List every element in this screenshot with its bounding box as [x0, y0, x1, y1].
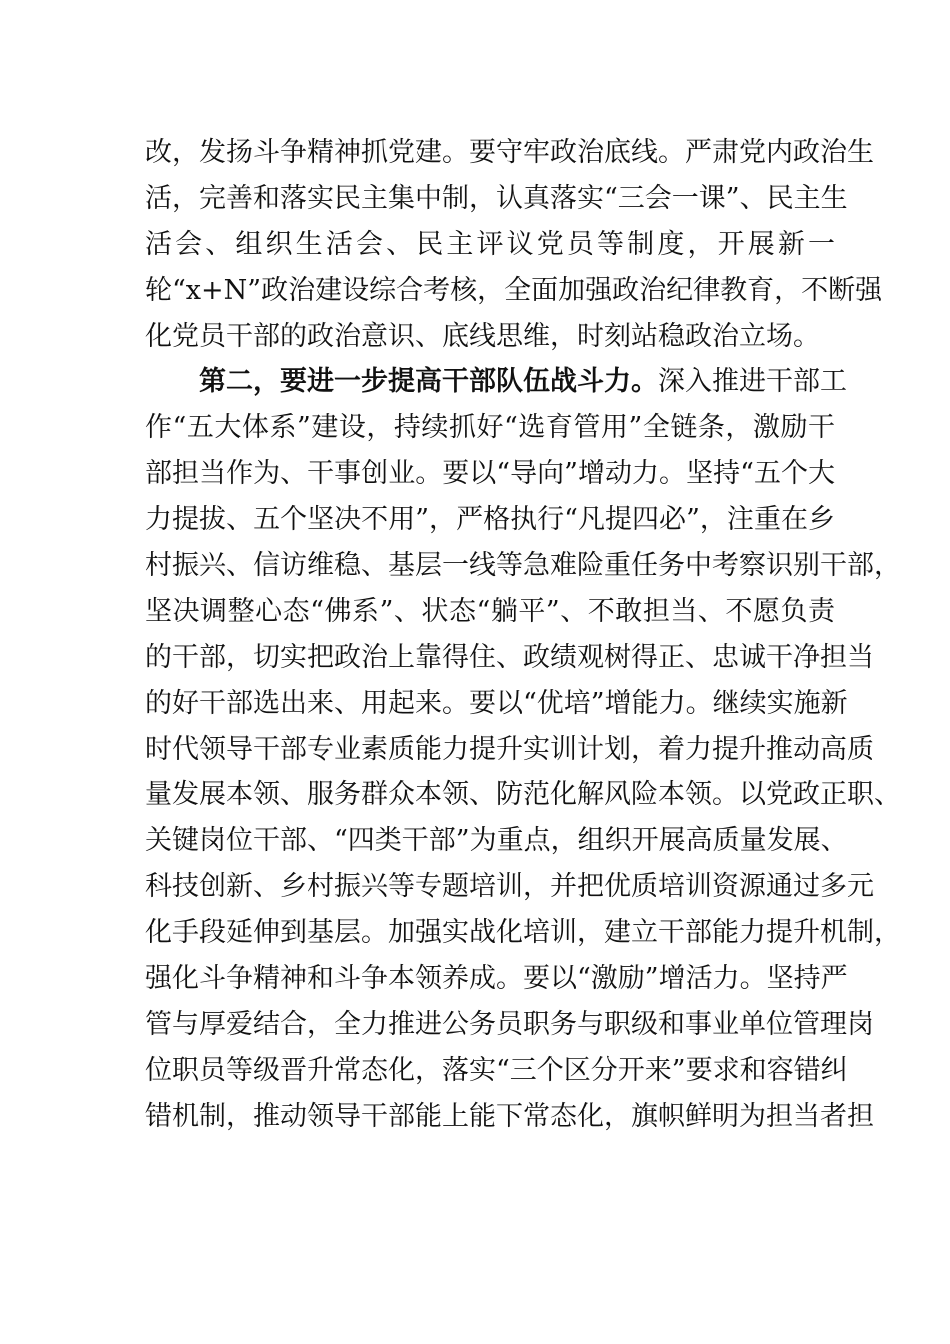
- paragraph-1-line-2: 活，完善和落实民主集中制，认真落实“三会一课”、民主生: [145, 182, 848, 214]
- paragraph-2-line-4: 力提拔、五个坚决不用”，严格执行“凡提四必”，注重在乡: [145, 504, 835, 536]
- paragraph-2-line-16: 位职员等级晋升常态化，落实“三个区分开来”要求和容错纠: [145, 1054, 848, 1086]
- paragraph-2-line-6: 坚决调整心态“佛系”、状态“躺平”、不敢担当、不愿负责: [145, 595, 835, 627]
- paragraph-2-line-3: 部担当作为、干事创业。要以“导向”增动力。坚持“五个大: [145, 458, 835, 490]
- paragraph-2-line-14: 强化斗争精神和斗争本领养成。要以“激励”增活力。坚持严: [145, 963, 848, 995]
- paragraph-1-line-4: 轮“x+N”政治建设综合考核，全面加强政治纪律教育，不断强: [145, 274, 883, 306]
- paragraph-2-line-17: 错机制，推动领导干部能上能下常态化，旗帜鲜明为担当者担: [145, 1100, 874, 1132]
- paragraph-2-line-1-rest: 深入推进干部工: [658, 366, 847, 398]
- paragraph-2-line-10: 量发展本领、服务群众本领、防范化解风险本领。以党政正职、: [145, 779, 901, 811]
- paragraph-1-line-5: 化党员干部的政治意识、底线思维，时刻站稳政治立场。: [145, 320, 820, 352]
- paragraph-1-line-1: 改，发扬斗争精神抓党建。要守牢政治底线。严肃党内政治生: [145, 137, 874, 168]
- paragraph-2-line-11: 关键岗位干部、“四类干部”为重点，组织开展高质量发展、: [145, 825, 848, 857]
- paragraph-2-line-9: 时代领导干部专业素质能力提升实训计划，着力提升推动高质: [145, 733, 874, 765]
- paragraph-2-line-15: 管与厚爱结合，全力推进公务员职务与职级和事业单位管理岗: [145, 1008, 874, 1040]
- paragraph-2-line-2: 作“五大体系”建设，持续抓好“选育管用”全链条，激励干: [145, 412, 835, 444]
- paragraph-2-line-1: [145, 359, 847, 405]
- paragraph-2-heading: 第二，要进一步提高干部队伍战斗力。: [199, 366, 658, 398]
- paragraph-2-line-8: 的好干部选出来、用起来。要以“优培”增能力。继续实施新: [145, 687, 848, 719]
- paragraph-2-line-13: 化手段延伸到基层。加强实战化培训，建立干部能力提升机制，: [145, 917, 901, 949]
- document-body: [145, 130, 901, 1140]
- paragraph-1-line-3: 活会、组织生活会、民主评议党员等制度，开展新一: [145, 228, 835, 260]
- paragraph-2-line-5: 村振兴、信访维稳、基层一线等急难险重任务中考察识别干部，: [145, 550, 901, 582]
- paragraph-2-line-7: 的干部，切实把政治上靠得住、政绩观树得正、忠诚干净担当: [145, 641, 874, 673]
- paragraph-2-line-12: 科技创新、乡村振兴等专题培训，并把优质培训资源通过多元: [145, 871, 874, 903]
